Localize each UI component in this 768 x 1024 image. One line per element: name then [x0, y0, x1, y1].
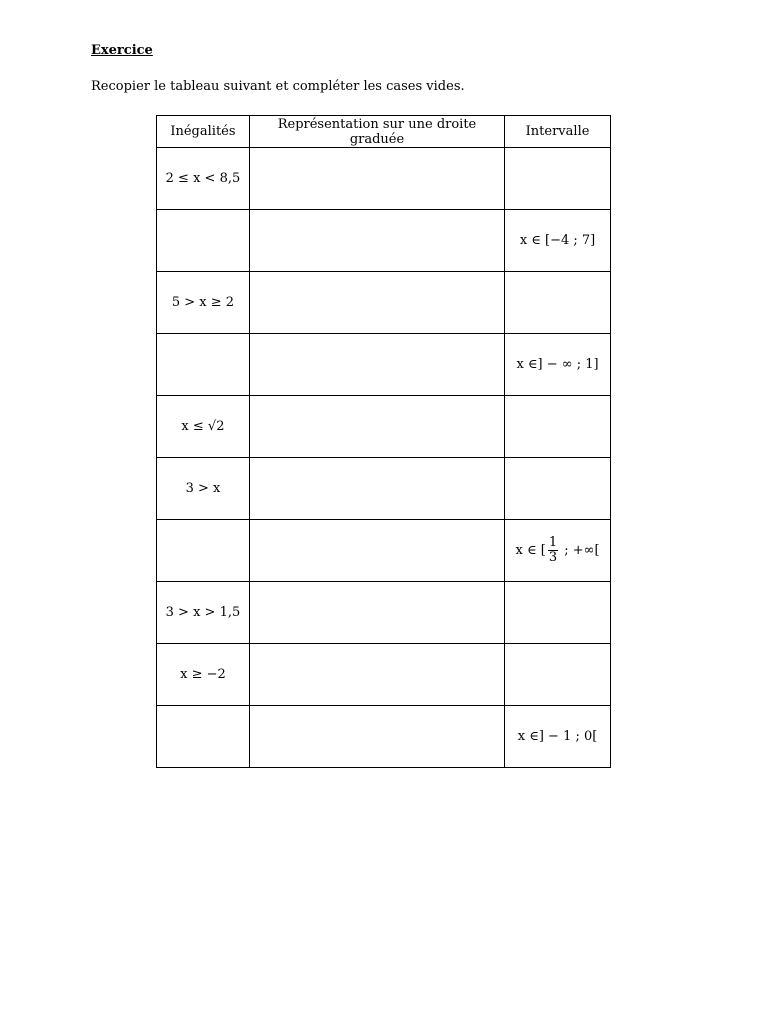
representation-cell [249, 458, 504, 520]
interval-cell [505, 396, 611, 458]
interval-cell [505, 458, 611, 520]
table-row [157, 210, 611, 272]
inequality-cell: 5 > x ≥ 2 [157, 272, 250, 334]
header-representation: Représentation sur une droite graduée [249, 116, 504, 148]
inequality-cell: 3 > x > 1,5 [157, 582, 250, 644]
interval-suffix: ; +∞[ [560, 543, 600, 558]
representation-cell [249, 706, 504, 768]
representation-cell [249, 582, 504, 644]
table-row [157, 458, 611, 520]
interval-cell [505, 148, 611, 210]
header-interval: Intervalle [505, 116, 611, 148]
interval-cell [505, 644, 611, 706]
inequality-cell [157, 334, 250, 396]
interval-cell: x ∈] − 1 ; 0[ [505, 706, 611, 768]
exercise-table [156, 115, 611, 768]
inequality-cell: x ≤ √2 [157, 396, 250, 458]
fraction-numerator: 1 [548, 535, 558, 550]
representation-cell [249, 520, 504, 582]
representation-cell [249, 272, 504, 334]
interval-cell: x ∈] − ∞ ; 1] [505, 334, 611, 396]
inequality-cell [157, 210, 250, 272]
fraction [548, 536, 558, 565]
table-header-row [157, 116, 611, 148]
header-inequalities: Inégalités [157, 116, 250, 148]
table-row [157, 644, 611, 706]
inequality-cell [157, 520, 250, 582]
table-row [157, 582, 611, 644]
interval-cell [505, 582, 611, 644]
representation-cell [249, 644, 504, 706]
inequality-cell: 2 ≤ x < 8,5 [157, 148, 250, 210]
interval-cell: x ∈ [−4 ; 7] [505, 210, 611, 272]
representation-cell [249, 396, 504, 458]
table-row [157, 706, 611, 768]
representation-cell [249, 210, 504, 272]
table-row [157, 520, 611, 582]
interval-cell [505, 520, 611, 582]
exercise-title: Exercice [91, 43, 153, 58]
representation-cell [249, 148, 504, 210]
inequality-cell: x ≥ −2 [157, 644, 250, 706]
inequality-cell [157, 706, 250, 768]
fraction-denominator: 3 [548, 550, 558, 565]
interval-cell [505, 272, 611, 334]
table-row [157, 148, 611, 210]
representation-cell [249, 334, 504, 396]
table-row [157, 396, 611, 458]
interval-prefix: x ∈ [ [515, 543, 546, 558]
instruction-text: Recopier le tableau suivant et compléter les cases vides. [91, 79, 465, 94]
inequality-cell: 3 > x [157, 458, 250, 520]
table-row [157, 272, 611, 334]
table-row [157, 334, 611, 396]
